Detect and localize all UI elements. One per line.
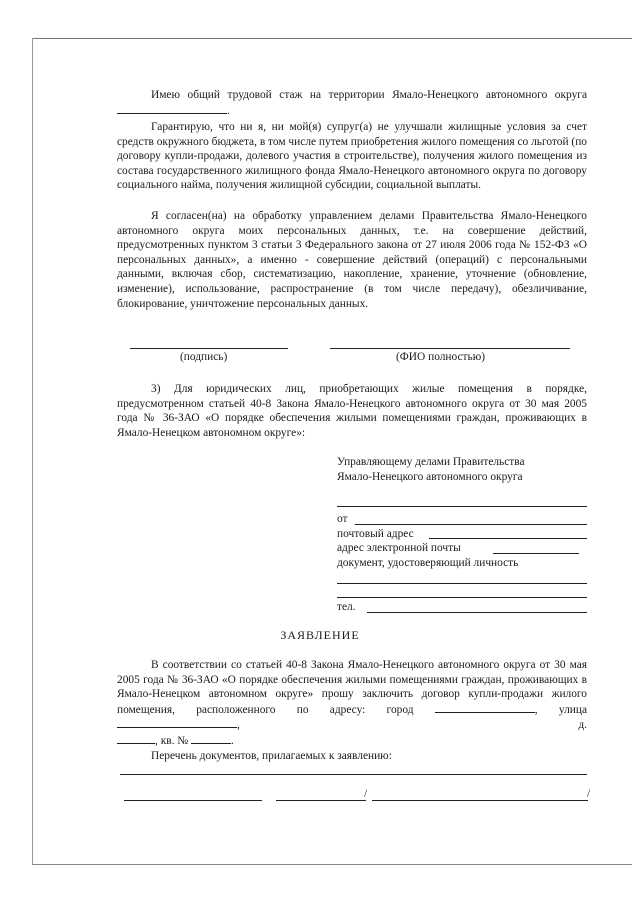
legal-entities-text: 3) Для юридических лиц, приобретающих жилые помещения в порядке, предусмотренном статьей 40-8 Закона Ямало-Ненецкого автономного округа от 30 мая 2005 года № 36-ЗАО «О порядке обеспечения жилыми помещениями граждан, проживающих в Ямало-Ненецком автономном округе»: <box>117 383 587 439</box>
signature-line-3[interactable] <box>276 800 366 801</box>
addressee-line-2: Ямало-Ненецкого автономного округа <box>337 470 523 483</box>
documents-list-line[interactable] <box>120 774 587 775</box>
slash-1: / <box>364 788 368 800</box>
page-left-border <box>32 38 33 864</box>
postal-label: почтовый адрес <box>337 527 414 540</box>
paragraph-work-experience: Имею общий трудовой стаж на территории Ямало-Ненецкого автономного округа . <box>117 88 587 118</box>
flat-label: , кв. № <box>155 734 189 747</box>
work-experience-text: Имею общий трудовой стаж на территории Ямало-Ненецкого автономного округа <box>151 89 587 101</box>
paragraph-consent <box>117 209 587 311</box>
fio-line[interactable] <box>330 348 570 349</box>
house-label: , д. <box>237 719 587 732</box>
tel-field[interactable] <box>367 612 587 613</box>
street-field[interactable] <box>117 717 237 728</box>
from-label: от <box>337 513 348 525</box>
guarantee-text: Гарантирую, что ни я, ни мой(я) супруг(а) не улучшали жилищные условия за счет средств окружного бюджета, в том числе путем приобретения жилого помещения со льготой (по договору купли-продажи, долевого участия в строительстве), получения жилого помещения из состава государственного жилищного фонда Ямало-Ненецкого автономного округа по договору социального найма, получения жилищной субсидии, социальной выплаты. <box>117 121 587 192</box>
application-text: В соответствии со статьей 40-8 Закона Ямало-Ненецкого автономного округа от 30 мая 2005 года № 36-ЗАО «О порядке обеспечения жилыми помещениями граждан, проживающих в Ямало-Ненецком автономном округе» прошу заключить договор купли-продажи жилого помещения, расположенного по адресу: город <box>117 659 587 716</box>
document-title: ЗАЯВЛЕНИЕ <box>280 628 360 642</box>
from-field[interactable] <box>355 524 587 525</box>
house-field[interactable] <box>117 733 155 744</box>
paragraph-guarantee <box>117 120 587 193</box>
page-top-border <box>32 38 632 39</box>
sender-block <box>337 512 587 570</box>
paragraph-application: В соответствии со статьей 40-8 Закона Ямало-Ненецкого автономного округа от 30 мая 2005 года № 36-ЗАО «О порядке обеспечения жилыми помещениями граждан, проживающих в Ямало-Ненецком автономном округе» прошу заключить договор купли-продажи жилого помещения, расположенного по адресу: город , улица , д. , кв. № . Перечень документов, прилагаемых к заявлению: <box>117 659 587 762</box>
id-document-label: документ, удостоверяющий личность <box>337 556 519 569</box>
signature-line[interactable] <box>130 348 288 349</box>
postal-field[interactable] <box>429 538 587 539</box>
consent-text: Я согласен(на) на обработку управлением делами Правительства Ямало-Ненецкого автономного округа моих персональных данных, т.е. на совершение действий, предусмотренных пунктом 3 статьи 3 Федерального закона от 27 июля 2006 года № 152-ФЗ «О персональных данных», а именно - совершение действий (операций) с персональными данными, включая сбор, систематизацию, накопление, хранение, уточнение (обновление, изменение), использование, распространение (в том числе передачу), обезличивание, блокирование, уничтожение персональных данных. <box>117 210 587 310</box>
id-document-line-1[interactable] <box>337 583 587 584</box>
city-field[interactable] <box>435 702 535 713</box>
paragraph-legal-entities <box>117 382 587 440</box>
addressee-blank-line[interactable] <box>337 506 587 507</box>
street-label: , улица <box>534 703 587 716</box>
page-bottom-border <box>32 864 632 865</box>
addressee-block <box>337 455 587 484</box>
flat-field[interactable] <box>191 733 231 744</box>
fio-caption: (ФИО полностью) <box>396 351 486 363</box>
addressee-line-1: Управляющему делами Правительства <box>337 456 525 468</box>
signature-caption: (подпись) <box>180 351 228 363</box>
signature-line-2[interactable] <box>124 800 262 801</box>
documents-list-label: Перечень документов, прилагаемых к заявлению: <box>151 749 392 762</box>
email-label: адрес электронной почты <box>337 542 461 555</box>
email-field[interactable] <box>493 553 579 554</box>
slash-2: / <box>587 788 591 800</box>
work-experience-blank[interactable] <box>117 103 227 114</box>
id-document-line-2[interactable] <box>337 597 587 598</box>
fio-line-2[interactable] <box>372 800 588 801</box>
tel-label: тел. <box>337 601 356 613</box>
